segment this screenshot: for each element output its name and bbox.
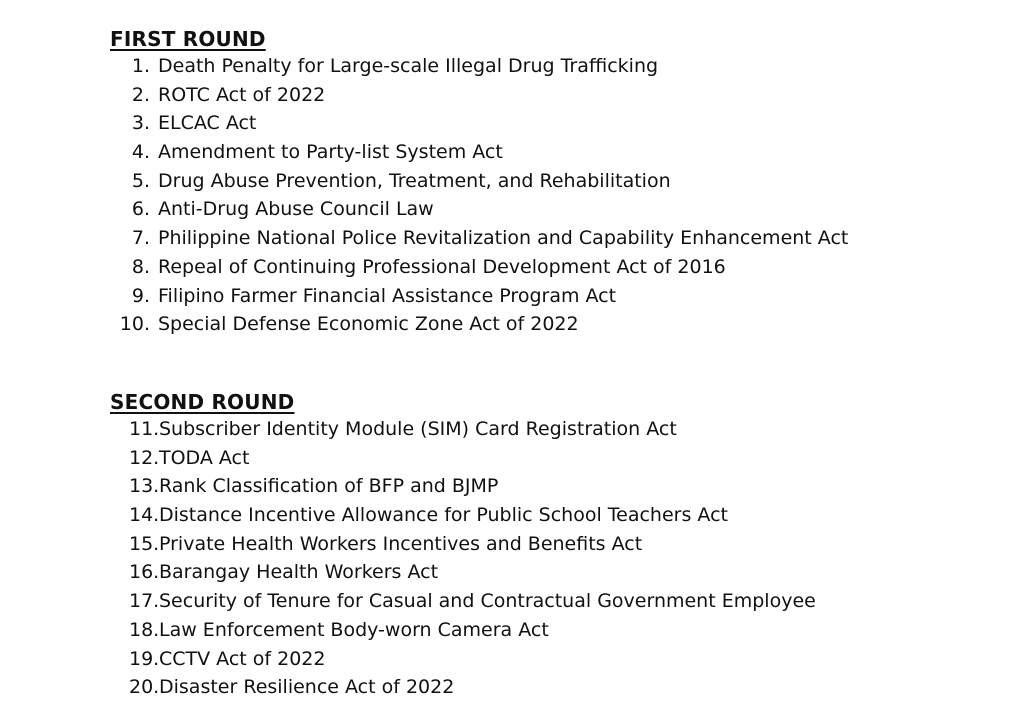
item-number: 8.: [131, 255, 150, 278]
list-item: [110, 195, 434, 224]
item-number: 9.: [131, 284, 150, 307]
list-item: [110, 415, 677, 444]
list-item: [110, 81, 326, 110]
item-number: 14.: [129, 504, 160, 527]
item-text: CCTV Act of 2022: [159, 647, 326, 670]
item-text: Amendment to Party-list System Act: [158, 141, 503, 164]
item-text: Special Defense Economic Zone Act of 2022: [158, 313, 579, 336]
list-item: [110, 444, 294, 473]
item-text: Distance Incentive Allowance for Public School Teachers Act: [159, 504, 728, 527]
item-number: 18.: [129, 618, 160, 641]
list-item: [110, 253, 726, 282]
list-item: [110, 645, 326, 674]
item-number: 16.: [129, 561, 160, 584]
item-number: 3.: [131, 112, 150, 135]
list-item: [110, 138, 503, 167]
list-item: [110, 282, 617, 311]
item-number: 19.: [129, 647, 160, 670]
item-text: Subscriber Identity Module (SIM) Card Registration Act: [159, 418, 677, 440]
item-number: 5.: [131, 169, 150, 192]
item-number: 1.: [131, 55, 150, 77]
item-number: 7.: [131, 227, 150, 250]
item-number: 6.: [131, 198, 150, 221]
item-text: Barangay Health Workers Act: [159, 561, 439, 584]
list-item: [110, 501, 728, 530]
list-item: [110, 310, 579, 339]
item-text: Law Enforcement Body-worn Camera Act: [159, 618, 549, 641]
second-round-list: [110, 415, 816, 702]
list-item: [110, 558, 439, 587]
list-item: [110, 167, 671, 196]
item-number: 4.: [131, 141, 150, 164]
item-number: 12.: [129, 446, 160, 469]
list-item: [110, 587, 816, 616]
item-text: Anti-Drug Abuse Council Law: [158, 198, 434, 221]
item-text: Disaster Resilience Act of 2022: [159, 676, 455, 699]
item-text: Filipino Farmer Financial Assistance Program Act: [158, 284, 617, 307]
list-item: [110, 224, 849, 253]
item-number: 2.: [131, 83, 150, 106]
item-text: Repeal of Continuing Professional Development Act of 2016: [158, 255, 726, 278]
list-item: [110, 109, 266, 138]
second-round-section: [110, 389, 816, 702]
item-text: Security of Tenure for Casual and Contractual Government Employee: [159, 590, 816, 613]
item-number: 10.: [119, 313, 150, 336]
list-item: [110, 472, 499, 501]
item-text: ELCAC Act: [158, 112, 257, 135]
item-text: Rank Classification of BFP and BJMP: [159, 475, 499, 498]
item-text: ROTC Act of 2022: [158, 83, 326, 106]
first-round-section: [110, 26, 849, 339]
item-number: 17.: [129, 590, 160, 613]
item-text: Philippine National Police Revitalization and Capability Enhancement Act: [158, 227, 849, 250]
item-number: 15.: [129, 532, 160, 555]
item-number: 11.: [129, 418, 160, 440]
item-number: 13.: [129, 475, 160, 498]
list-item: [110, 530, 643, 559]
item-number: 20.: [129, 676, 160, 699]
list-item: [110, 616, 549, 645]
first-round-list: [110, 52, 849, 339]
item-text: Drug Abuse Prevention, Treatment, and Rehabilitation: [158, 169, 671, 192]
item-text: TODA Act: [159, 446, 250, 469]
second-round-heading: SECOND ROUND: [110, 390, 295, 414]
list-item: [110, 673, 455, 702]
item-text: Private Health Workers Incentives and Benefits Act: [159, 532, 643, 555]
first-round-heading: FIRST ROUND: [110, 27, 266, 51]
item-text: Death Penalty for Large-scale Illegal Drug Trafficking: [158, 55, 659, 77]
list-item: [110, 52, 659, 81]
